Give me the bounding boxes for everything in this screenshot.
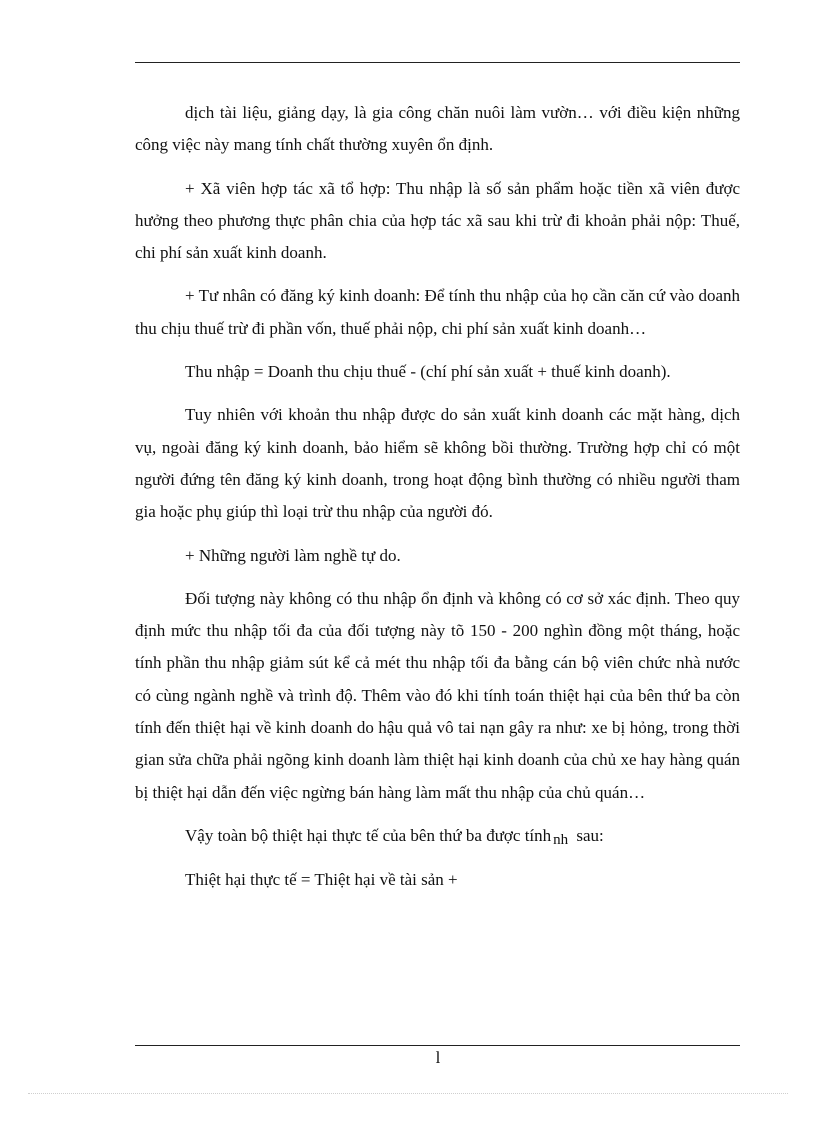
paragraph-3: + Tư nhân có đăng ký kinh doanh: Để tính thu nhập của họ cần căn cứ vào doanh thu chịu thuế trừ đi phần vốn, thuế phải nộp, chi phí sản xuất kinh doanh… [135, 286, 740, 338]
paragraph-7 [135, 820, 740, 853]
paragraph-7-text: Vậy toàn bộ thiệt hại thực tế của bên thứ ba được tính [185, 825, 552, 845]
document-body [135, 97, 740, 908]
paragraph-4: Tuy nhiên với khoản thu nhập được do sản xuất kinh doanh các mặt hàng, dịch vụ, ngoài đăng ký kinh doanh, bảo hiểm sẽ không bồi thường. Trường hợp chỉ có một người đứng tên đăng ký kinh doanh, trong hoạt động bình thường có nhiều người tham gia hoặc phụ giúp thì loại trừ thu nhập của người đó. [135, 405, 740, 522]
paragraph-1: dịch tài liệu, giảng dạy, là gia công chăn nuôi làm vườn… với điều kiện những công việc này mang tính chất thường xuyên ổn định. [135, 103, 740, 155]
page-number: l [435, 1048, 441, 1067]
paragraph-7-tail: sau: [576, 825, 604, 845]
page-edge-dotted-line [28, 1093, 788, 1094]
header-rule [135, 62, 740, 63]
paragraph-5: + Những người làm nghề tự do. [185, 545, 401, 565]
paragraph-8: Thiệt hại thực tế = Thiệt hại về tài sản + [185, 870, 458, 890]
footer-rule [135, 1045, 740, 1046]
paragraph-7-nh: nh [553, 831, 569, 848]
paragraph-2: + Xã viên hợp tác xã tổ hợp: Thu nhập là số sản phẩm hoặc tiền xã viên được hưởng theo phương thực phân chia của hợp tác xã sau khi trừ đi khoản phải nộp: Thuế, chi phí sản xuất kinh doanh. [135, 178, 740, 263]
paragraph-6: Đối tượng này không có thu nhập ổn định và không có cơ sở xác định. Theo quy định mức thu nhập tối đa của đối tượng này tõ 150 - 200 nghìn đồng một tháng, hoặc tính phần thu nhập giảm sút kể cả mét thu nhập tối đa bằng cán bộ viên chức nhà nước có cùng ngành nghề và trình độ. Thêm vào đó khi tính toán thiệt hại của bên thứ ba còn tính đến thiệt hại về kinh doanh do hậu quả vô tai nạn gây ra như: xe bị hỏng, trong thời gian sửa chữa phải ngõng kinh doanh làm thiệt hại kinh doanh của chủ xe hay hàng quán bị thiệt hại dẫn đến việc ngừng bán hàng làm mất thu nhập của chủ quán… [135, 588, 740, 802]
paragraph-formula: Thu nhập = Doanh thu chịu thuế - (chí phí sản xuất + thuế kinh doanh). [185, 362, 671, 382]
